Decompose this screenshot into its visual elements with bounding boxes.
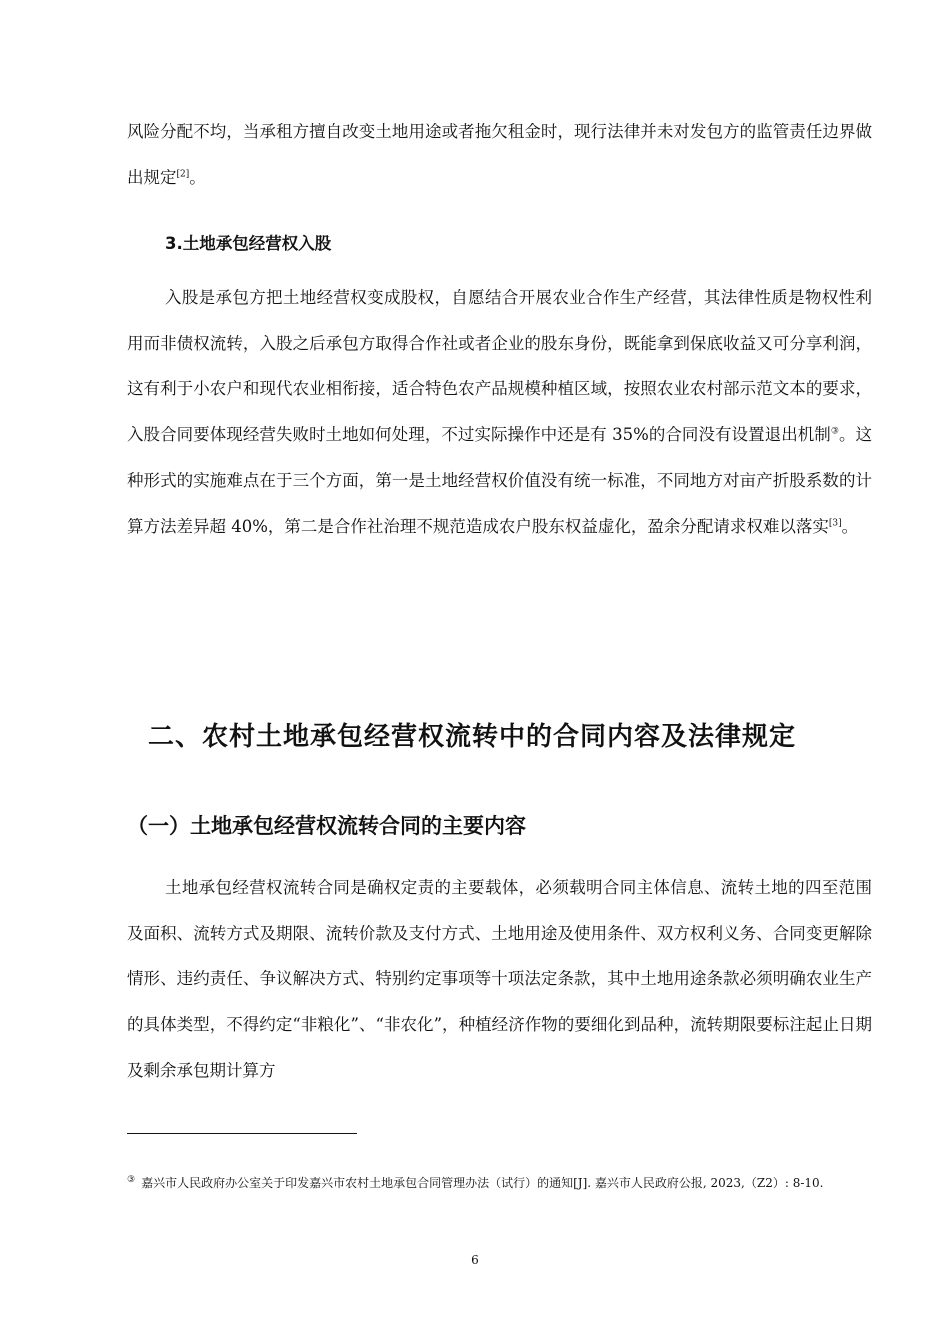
citation-ref: [2] — [176, 169, 190, 180]
paragraph-contract-content: 土地承包经营权流转合同是确权定责的主要载体，必须载明合同主体信息、流转土地的四至范围及面积、流转方式及期限、流转价款及支付方式、土地用途及使用条件、双方权利义务、合同变更解除情形、违约责任、争议解决方式、特别约定事项等十项法定条款，其中土地用途条款必须明确农业生产的具体类型，不得约定“非粮化”、“非农化”，种植经济作物的要细化到品种，流转期限要标注起止日期及剩余承包期计算方 — [127, 878, 872, 1080]
paragraph-risk-allocation — [127, 109, 872, 200]
paragraph-text: 入股是承包方把土地经营权变成股权，自愿结合开展农业合作生产经营，其法律性质是物权性利用而非债权流转，入股之后承包方取得合作社或者企业的股东身份，既能拿到保底收益又可分享利润，这有利于小农户和现代农业相衔接，适合特色农产品规模种植区域，按照农业农村部示范文本的要求，入股合同要体现经营失败时土地如何处理，不过实际操作中还是有 35%的合同没有设置退出机制 — [127, 288, 872, 445]
paragraph-text-continued: 。这种形式的实施难点在于三个方面，第一是土地经营权价值没有统一标准，不同地方对亩产折股系数的计算方法差异超 40%，第二是合作社治理不规范造成农户股东权益虚化，盈余分配请求权难以落实 — [127, 425, 872, 536]
page-number: 6 — [471, 1253, 479, 1267]
paragraph-equity-investment — [127, 275, 872, 549]
footnote-divider — [127, 1133, 357, 1134]
section-heading: （一）土地承包经营权流转合同的主要内容 — [127, 814, 526, 838]
citation-ref: [3] — [828, 518, 842, 529]
paragraph-text: 风险分配不均，当承租方擅自改变土地用途或者拖欠租金时，现行法律并未对发包方的监管责任边界做出规定 — [127, 122, 872, 187]
footnote-text: 嘉兴市人民政府办公室关于印发嘉兴市农村土地承包合同管理办法（试行）的通知[J]. 嘉兴市人民政府公报, 2023,（Z2）: 8-10. — [141, 1176, 824, 1190]
paragraph-end: 。 — [189, 167, 206, 187]
paragraph-end: 。 — [841, 516, 859, 536]
footnote-mark: ③ — [127, 1175, 136, 1185]
footnote-marker: ③ — [830, 426, 839, 437]
section-heading-3: 3.土地承包经营权入股 — [165, 234, 332, 253]
footnote — [127, 1162, 872, 1204]
chapter-heading: 二、农村土地承包经营权流转中的合同内容及法律规定 — [148, 722, 797, 752]
